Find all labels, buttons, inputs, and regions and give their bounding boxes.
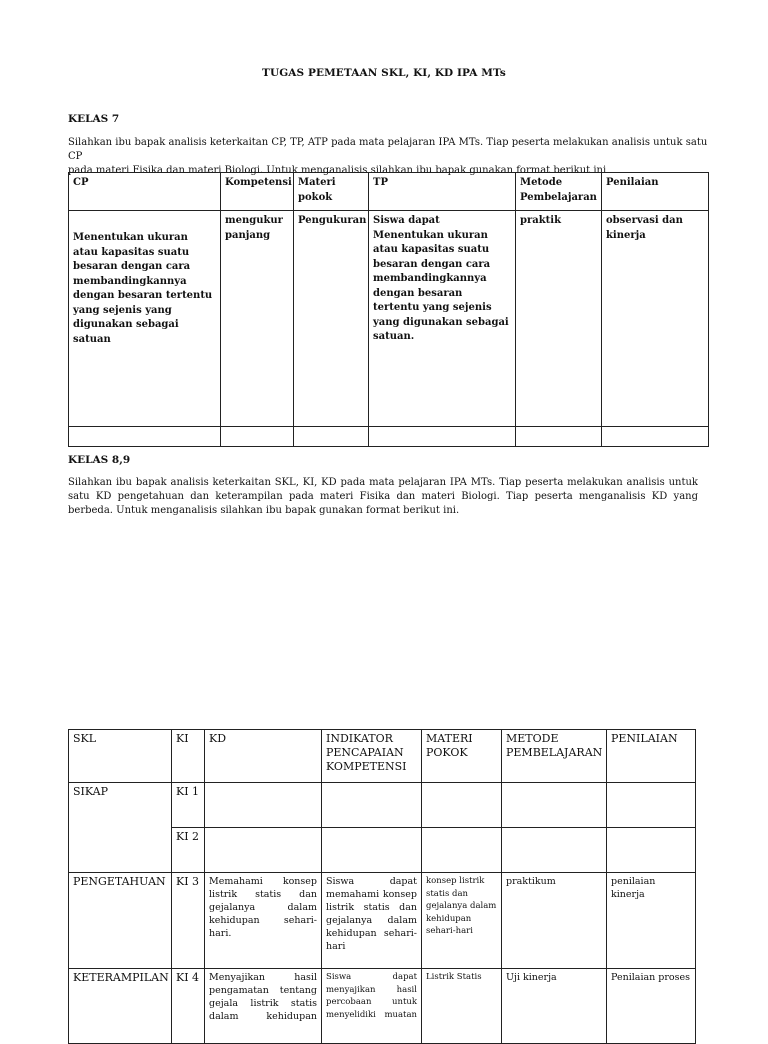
document-title: TUGAS PEMETAAN SKL, KI, KD IPA MTs — [262, 67, 506, 79]
empty-cell[interactable] — [607, 783, 696, 828]
empty-cell[interactable] — [294, 427, 369, 447]
cell-ki1: KI 1 — [172, 783, 205, 828]
kelas7-instructions-line-2: pada materi Fisika dan materi Biologi. Untuk menganalisis silahkan ibu bapak gunakan format berikut ini — [68, 165, 607, 176]
cell-skl-sikap: SIKAP — [69, 783, 172, 873]
cell-metode-keterampilan[interactable]: Uji kinerja — [502, 969, 607, 1044]
cell-penilaian-pengetahuan[interactable]: penilaian kinerja — [607, 873, 696, 969]
table-header-row — [69, 730, 696, 783]
cell-tp[interactable]: Siswa dapat Menentukan ukuran atau kapasitas suatu besaran dengan cara membandingkannya dengan besaran tertentu yang sejenis yang digunakan sebagai satuan. — [369, 211, 516, 427]
cell-penilaian-keterampilan[interactable]: Penilaian proses — [607, 969, 696, 1044]
empty-cell[interactable] — [322, 828, 422, 873]
header-kd: KD — [205, 730, 322, 783]
cell-kd-keterampilan[interactable]: Menyajikan hasil pengamatan tentang gejala listrik statis dalam kehidupan — [205, 969, 322, 1044]
kelas89-heading: KELAS 8,9 — [68, 454, 131, 466]
header-metode: Metode Pembelajaran — [516, 173, 602, 211]
kelas89-table — [68, 729, 696, 1044]
table-header-row — [69, 173, 709, 211]
empty-cell[interactable] — [205, 783, 322, 828]
empty-cell[interactable] — [69, 427, 221, 447]
table-row-empty — [69, 427, 709, 447]
cell-materi-keterampilan[interactable]: Listrik Statis — [422, 969, 502, 1044]
empty-cell[interactable] — [322, 783, 422, 828]
kelas7-instructions-line-1: Silahkan ibu bapak analisis keterkaitan CP, TP, ATP pada mata pelajaran IPA MTs. Tiap peserta melakukan analisis untuk satu CP — [68, 137, 708, 162]
empty-cell[interactable] — [369, 427, 516, 447]
cell-skl-keterampilan: KETERAMPILAN — [69, 969, 172, 1044]
cell-indikator-pengetahuan[interactable]: Siswa dapat memahami konsep listrik statis dan gejalanya dalam kehidupan sehari-hari — [322, 873, 422, 969]
header-skl: SKL — [69, 730, 172, 783]
cell-cp[interactable]: Menentukan ukuran atau kapasitas suatu besaran dengan cara membandingkannya dengan besaran tertentu yang sejenis yang digunakan sebagai satuan — [69, 211, 221, 427]
header-materi-pokok: Materi pokok — [294, 173, 369, 211]
empty-cell[interactable] — [607, 828, 696, 873]
cell-kompetensi[interactable]: mengukur panjang — [221, 211, 294, 427]
empty-cell[interactable] — [422, 828, 502, 873]
header-indikator: INDIKATOR PENCAPAIAN KOMPETENSI — [322, 730, 422, 783]
cell-ki2: KI 2 — [172, 828, 205, 873]
header-ki: KI — [172, 730, 205, 783]
empty-cell[interactable] — [502, 783, 607, 828]
header-penilaian: PENILAIAN — [607, 730, 696, 783]
header-kompetensi: Kompetensi — [221, 173, 294, 211]
empty-cell[interactable] — [205, 828, 322, 873]
empty-cell[interactable] — [502, 828, 607, 873]
table-row-pengetahuan — [69, 873, 696, 969]
table-row-keterampilan — [69, 969, 696, 1044]
cell-materi-pokok[interactable]: Pengukuran — [294, 211, 369, 427]
kelas7-table — [68, 172, 709, 447]
header-penilaian: Penilaian — [602, 173, 709, 211]
cell-kd-pengetahuan[interactable]: Memahami konsep listrik statis dan gejalanya dalam kehidupan sehari-hari. — [205, 873, 322, 969]
table-row — [69, 211, 709, 427]
cell-indikator-keterampilan[interactable]: Siswa dapat menyajikan hasil percobaan untuk menyelidiki muatan — [322, 969, 422, 1044]
empty-cell[interactable] — [602, 427, 709, 447]
cell-ki3: KI 3 — [172, 873, 205, 969]
cell-ki4: KI 4 — [172, 969, 205, 1044]
header-metode: METODE PEMBELAJARAN — [502, 730, 607, 783]
header-cp: CP — [69, 173, 221, 211]
kelas7-heading: KELAS 7 — [68, 113, 120, 125]
cell-metode[interactable]: praktik — [516, 211, 602, 427]
header-tp: TP — [369, 173, 516, 211]
cell-penilaian[interactable]: observasi dan kinerja — [602, 211, 709, 427]
empty-cell[interactable] — [422, 783, 502, 828]
empty-cell[interactable] — [221, 427, 294, 447]
empty-cell[interactable] — [516, 427, 602, 447]
cell-materi-pengetahuan[interactable]: konsep listrik statis dan gejalanya dalam kehidupan sehari-hari — [422, 873, 502, 969]
cell-metode-pengetahuan[interactable]: praktikum — [502, 873, 607, 969]
table-row-ki1 — [69, 783, 696, 828]
header-materi-pokok: MATERI POKOK — [422, 730, 502, 783]
kelas89-instructions: Silahkan ibu bapak analisis keterkaitan SKL, KI, KD pada mata pelajaran IPA MTs. Tiap peserta melakukan analisis untuk satu KD pengetahuan dan keterampilan pada materi Fisika dan materi Biologi. Tiap peserta menganalisis KD yang berbeda. Untuk menganalisis silahkan ibu bapak gunakan format berikut ini. — [68, 477, 698, 516]
cell-skl-pengetahuan: PENGETAHUAN — [69, 873, 172, 969]
